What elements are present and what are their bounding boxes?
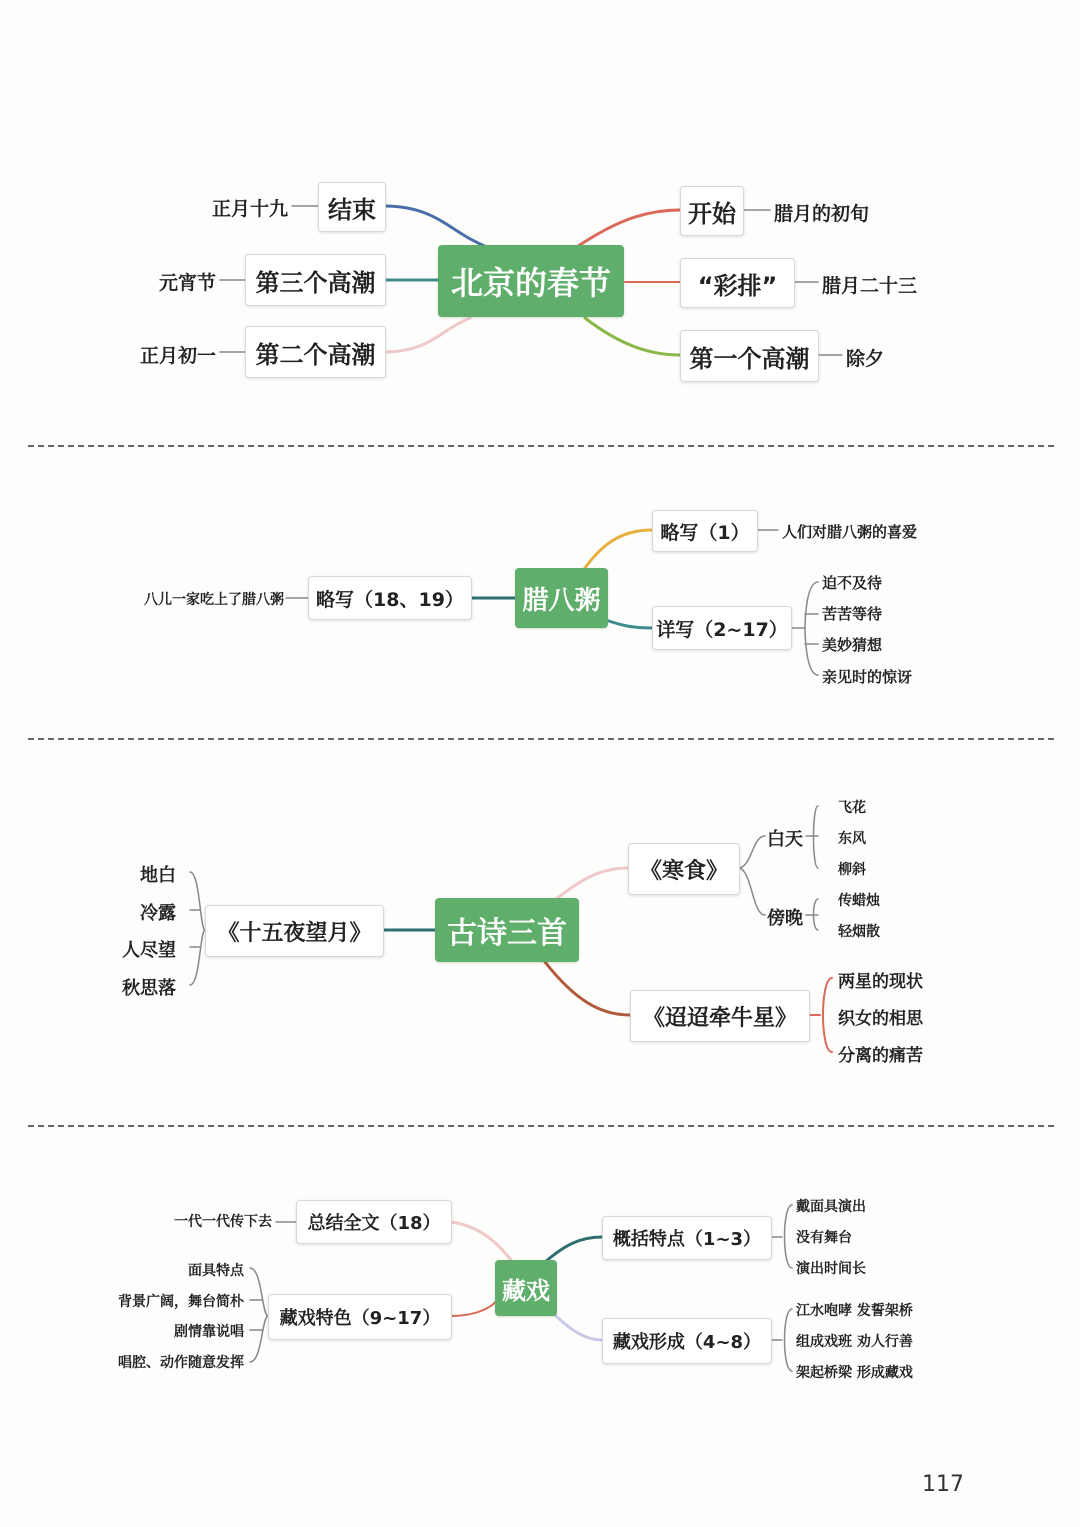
leaf-detail-1: 迫不及待 (822, 574, 883, 592)
central-node-poems[interactable]: 古诗三首 (435, 898, 579, 962)
leaf-new-year-day: 正月初一 (139, 345, 216, 367)
node-summary-18[interactable]: 总结全文（18） (296, 1200, 452, 1244)
node-brief-1[interactable]: 略写（1） (652, 510, 758, 552)
node-start[interactable]: 开始 (680, 186, 744, 236)
node-brief-18-19[interactable]: 略写（18、19） (308, 576, 472, 620)
section-divider (28, 1125, 1054, 1127)
node-cold-food-poem[interactable]: 《寒食》 (628, 843, 740, 895)
node-mid-autumn-poem[interactable]: 《十五夜望月》 (205, 905, 384, 957)
leaf-wear-masks: 戴面具演出 (796, 1199, 866, 1215)
leaf-build-bridge: 架起桥梁 形成藏戏 (796, 1365, 913, 1381)
leaf-poem-ground-white: 地白 (140, 865, 176, 886)
leaf-poem-all-gaze: 人尽望 (122, 940, 176, 961)
central-node-beijing[interactable]: 北京的春节 (438, 245, 624, 317)
leaf-flying-flowers: 飞花 (838, 800, 866, 816)
node-first-climax[interactable]: 第一个高潮 (680, 330, 819, 382)
node-overview-1-3[interactable]: 概括特点（1~3） (602, 1216, 772, 1260)
leaf-detail-4: 亲见时的惊讶 (822, 668, 913, 686)
leaf-bar-family-laba: 八儿一家吃上了腊八粥 (144, 592, 284, 608)
central-node-tibetan-opera[interactable]: 藏戏 (495, 1260, 557, 1316)
page-number: 117 (922, 1472, 964, 1497)
leaf-free-singing: 唱腔、动作随意发挥 (118, 1355, 244, 1371)
section-divider (28, 445, 1054, 447)
leaf-new-year-eve: 除夕 (846, 348, 885, 370)
section-divider (28, 738, 1054, 740)
leaf-rehearsal-date: 腊月二十三 (822, 275, 918, 297)
leaf-poem-cold-dew: 冷露 (140, 903, 176, 924)
leaf-no-stage: 没有舞台 (796, 1230, 852, 1246)
leaf-light-smoke: 轻烟散 (838, 924, 880, 940)
leaf-detail-2: 苦苦等待 (822, 605, 883, 623)
node-cowherd-poem[interactable]: 《迢迢牵牛星》 (630, 990, 810, 1042)
leaf-poem-autumn-thought: 秋思落 (122, 978, 176, 999)
node-formation-4-8[interactable]: 藏戏形成（4~8） (602, 1318, 772, 1364)
leaf-two-stars: 两星的现状 (838, 972, 923, 992)
node-third-climax[interactable]: 第三个高潮 (245, 254, 386, 306)
leaf-east-wind: 东风 (838, 831, 866, 847)
node-features-9-17[interactable]: 藏戏特色（9~17） (268, 1294, 452, 1340)
label-daytime: 白天 (767, 829, 803, 850)
leaf-start-date: 腊月的初旬 (774, 203, 870, 225)
label-evening: 傍晚 (767, 908, 803, 929)
leaf-mask-features: 面具特点 (188, 1263, 244, 1279)
leaf-passed-down: 一代一代传下去 (174, 1214, 272, 1230)
node-second-climax[interactable]: 第二个高潮 (245, 326, 386, 378)
node-end[interactable]: 结束 (318, 182, 386, 232)
leaf-pain-separation: 分离的痛苦 (838, 1046, 923, 1066)
central-node-laba[interactable]: 腊八粥 (515, 568, 608, 628)
leaf-detail-3: 美妙猜想 (822, 636, 883, 654)
leaf-love-laba: 人们对腊八粥的喜爱 (782, 523, 918, 541)
leaf-weaver-longing: 织女的相思 (838, 1009, 923, 1029)
leaf-end-date: 正月十九 (211, 198, 288, 220)
leaf-pass-candles: 传蜡烛 (838, 893, 880, 909)
node-detail-2-17[interactable]: 详写（2~17） (652, 606, 792, 650)
node-rehearsal[interactable]: “彩排” (680, 258, 795, 308)
leaf-willow-slant: 柳斜 (838, 862, 866, 878)
leaf-lantern-festival: 元宵节 (158, 272, 216, 294)
leaf-long-show: 演出时间长 (796, 1261, 866, 1277)
leaf-broad-stage: 背景广阔，舞台简朴 (118, 1294, 244, 1310)
leaf-form-troupe: 组成戏班 劝人行善 (796, 1334, 913, 1350)
leaf-vow-bridge: 江水咆哮 发誓架桥 (796, 1303, 913, 1319)
leaf-storytelling: 剧情靠说唱 (174, 1324, 244, 1340)
